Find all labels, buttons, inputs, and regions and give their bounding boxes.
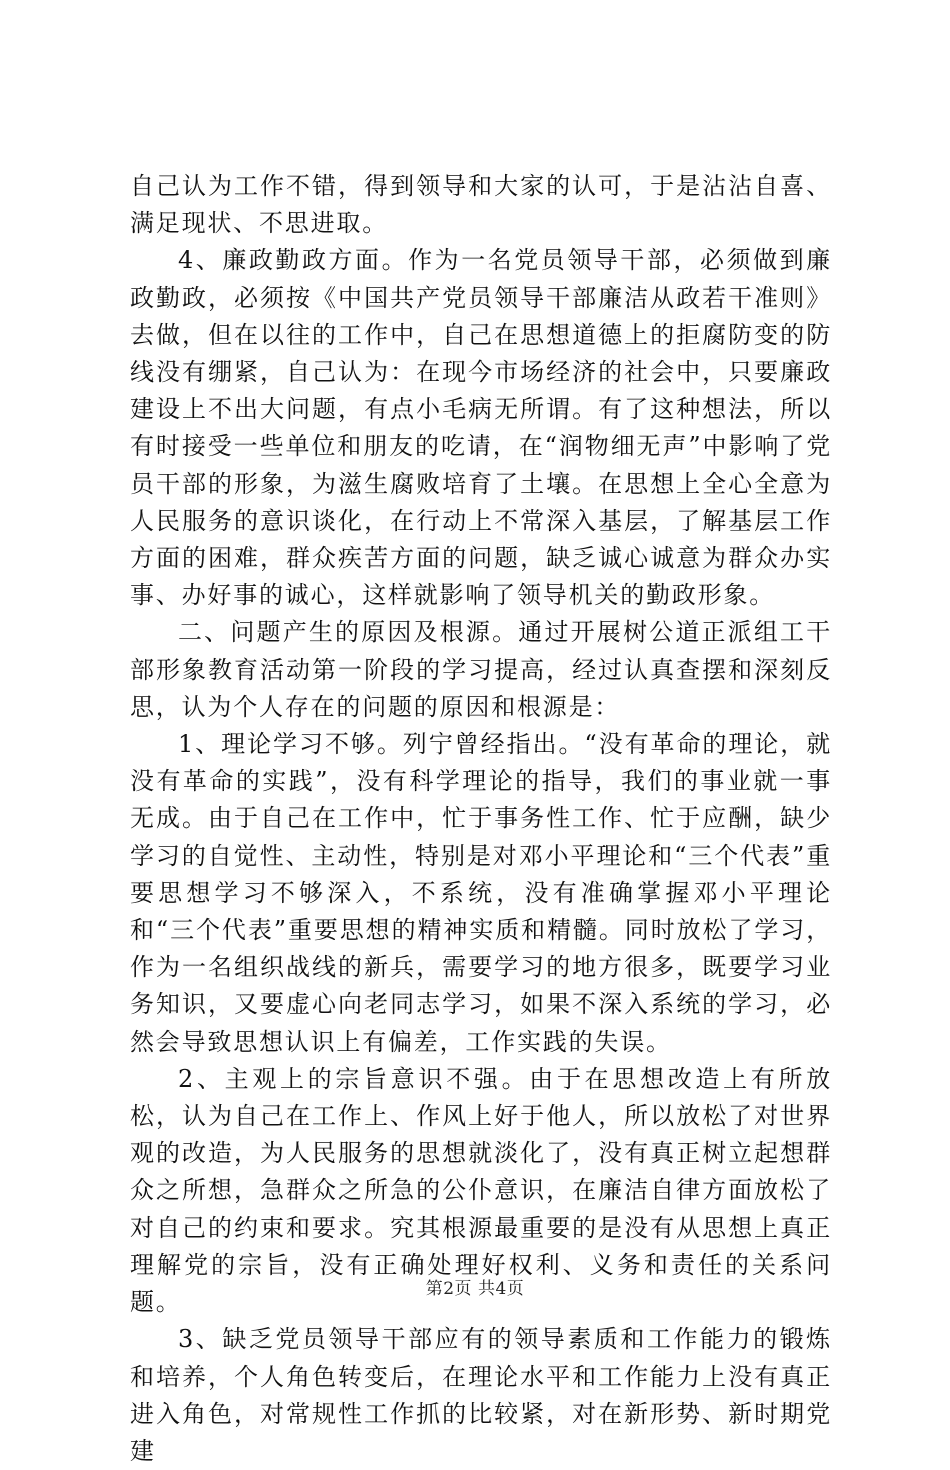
paragraph-integrity: 4、廉政勤政方面。作为一名党员领导干部，必须做到廉政勤政，必须按《中国共产党员领导干部廉洁从政若干准则》去做，但在以往的工作中，自己在思想道德上的拒腐防变的防线没有绷紧，自己认为：在现今市场经济的社会中，只要廉政建设上不出大问题，有点小毛病无所谓。有了这种想法，所以有时接受一些单位和朋友的吃请，在“润物细无声”中影响了党员干部的形象，为滋生腐败培育了土壤。在思想上全心全意为人民服务的意识谈化，在行动上不常深入基层，了解基层工作方面的困难，群众疾苦方面的问题，缺乏诚心诚意为群众办实事、办好事的诚心，这样就影响了领导机关的勤政形象。	[130, 246, 832, 610]
paragraph-continuation: 自己认为工作不错，得到领导和大家的认可，于是沾沾自喜、满足现状、不思进取。	[130, 172, 832, 238]
page-number-footer: 第2页 共4页	[425, 1279, 525, 1299]
paragraph-theory-study: 1、理论学习不够。列宁曾经指出。“没有革命的理论，就没有革命的实践”，没有科学理论的指导，我们的事业就一事无成。由于自己在工作中，忙于事务性工作、忙于应酬，缺少学习的自觉性、主动性，特别是对邓小平理论和“三个代表”重要思想学习不够深入，不系统，没有准确掌握邓小平理论和“三个代表”重要思想的精神实质和精髓。同时放松了学习，作为一名组织战线的新兵，需要学习的地方很多，既要学习业务知识，又要虚心向老同志学习，如果不深入系统的学习，必然会导致思想认识上有偏差，工作实践的失误。	[130, 730, 832, 1056]
paragraph-leadership-ability: 3、缺乏党员领导干部应有的领导素质和工作能力的锻炼和培养，个人角色转变后，在理论水平和工作能力上没有真正进入角色，对常规性工作抓的比较紧，对在新形势、新时期党建	[130, 1325, 832, 1465]
paragraph-section-causes: 二、问题产生的原因及根源。通过开展树公道正派组工干部形象教育活动第一阶段的学习提高，经过认真查摆和深刻反思，认为个人存在的问题的原因和根源是：	[130, 618, 832, 721]
paragraph-service-awareness: 2、主观上的宗旨意识不强。由于在思想改造上有所放松，认为自己在工作上、作风上好于他人，所以放松了对世界观的改造，为人民服务的思想就淡化了，没有真正树立起想群众之所想，急群众之所急的公仆意识，在廉洁自律方面放松了对自己的约束和要求。究其根源最重要的是没有从思想上真正理解党的宗旨，没有正确处理好权利、义务和责任的关系问题。	[130, 1064, 832, 1317]
